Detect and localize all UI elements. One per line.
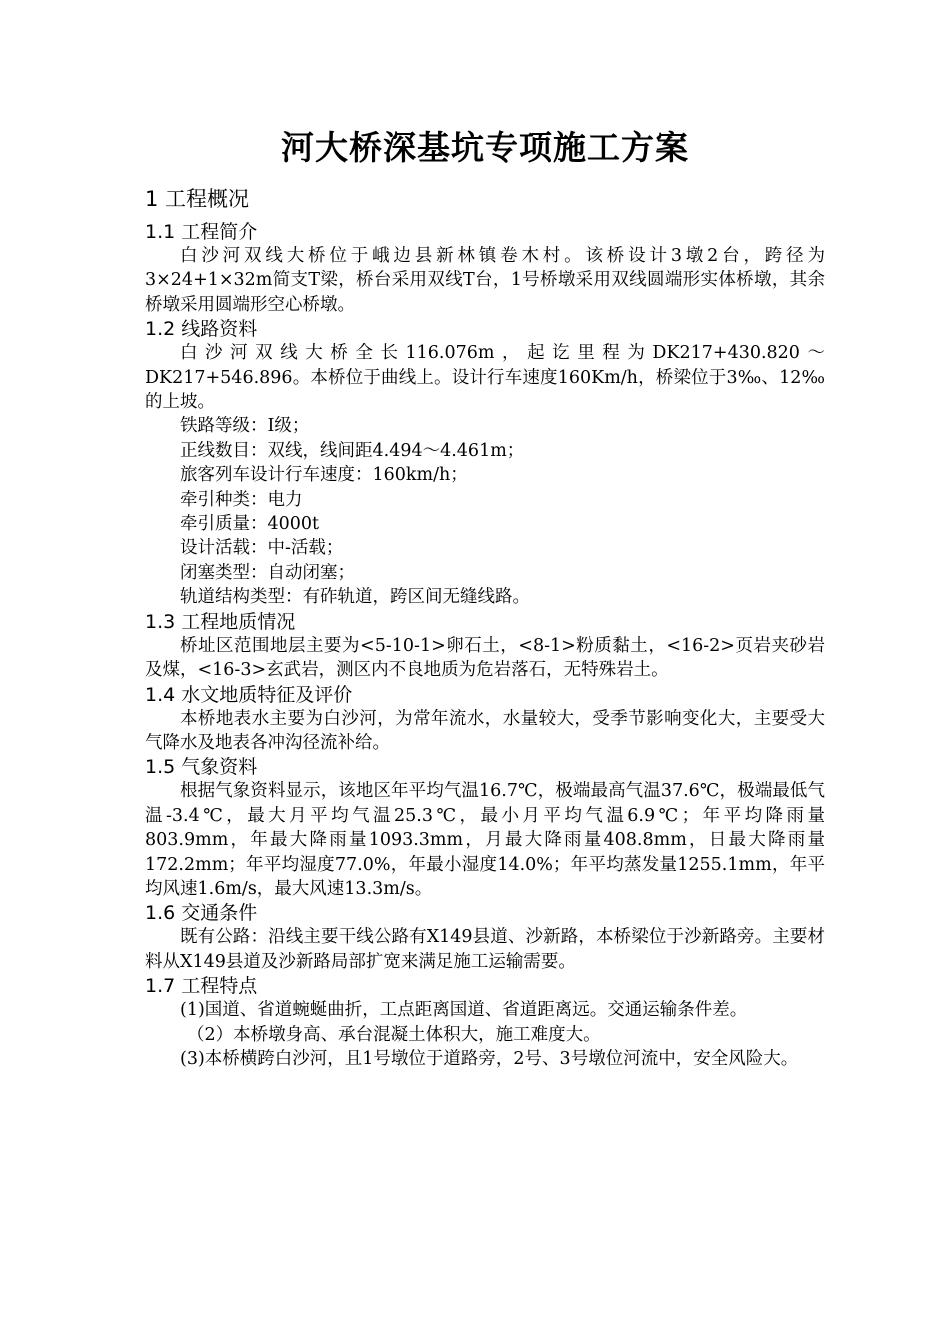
section-heading-1-4: 1.4 水文地质特征及评价 [145, 683, 353, 706]
section-heading-1-7: 1.7 工程特点 [145, 975, 258, 998]
paragraph: （2）本桥墩身高、承台混凝土体积大，施工难度大。 [187, 1024, 601, 1045]
list-item: 闭塞类型：自动闭塞； [180, 562, 355, 583]
list-item: 牵引种类：电力 [180, 489, 303, 510]
paragraph: 根据气象资料显示，该地区年平均气温16.7℃，极端最高气温37.6℃，极端最低气温-3.4℃，最大月平均气温25.3℃，最小月平均气温6.9℃；年平均降雨量803.9mm，年最大降雨量1093.3mm，月最大降雨量408.8mm，日最大降雨量172.2mm；年平均湿度77.0%，年最小湿度14.0%；年平均蒸发量1255.1mm，年平均风速1.6m/s，最大风速13.3m/s。 [145, 781, 825, 899]
document-page [145, 120, 825, 1071]
paragraph: 桥址区范围地层主要为<5-10-1>卵石土，<8-1>粉质黏土，<16-2>页岩夹砂岩及煤，<16-3>玄武岩，测区内不良地质为危岩落石，无特殊岩土。 [145, 635, 825, 681]
section-heading-1-5: 1.5 气象资料 [145, 756, 258, 779]
paragraph: (3)本桥横跨白沙河，且1号墩位于道路旁，2号、3号墩位河流中，安全风险大。 [180, 1048, 799, 1069]
section-heading-1: 1 工程概况 [145, 187, 250, 211]
paragraph: 本桥地表水主要为白沙河，为常年流水，水量较大，受季节影响变化大，主要受大气降水及地表各冲沟径流补给。 [145, 708, 825, 753]
paragraph: 既有公路：沿线主要干线公路有X149县道、沙新路，本桥梁位于沙新路旁。主要材料从X149县道及沙新路局部扩宽来满足施工运输需要。 [145, 927, 825, 972]
section-heading-1-6: 1.6 交通条件 [145, 902, 258, 925]
list-item: 铁路等级：Ⅰ级； [180, 416, 310, 437]
paragraph: (1)国道、省道蜿蜒曲折，工点距离国道、省道距离远。交通运输条件差。 [180, 1000, 748, 1021]
section-heading-1-1: 1.1 工程简介 [145, 221, 258, 243]
list-item: 牵引质量：4000t [180, 514, 320, 535]
document-title: 河大桥深基坑专项施工方案 [281, 128, 689, 167]
section-heading-1-2: 1.2 线路资料 [145, 318, 258, 341]
list-item: 旅客列车设计行车速度：160km/h； [180, 465, 468, 486]
paragraph: 白沙河双线大桥全长116.076m，起讫里程为DK217+430.820～DK217+546.896。本桥位于曲线上。设计行车速度160Km/h，桥梁位于3‰、12‰的上坡。 [145, 343, 825, 413]
section-heading-1-3: 1.3 工程地质情况 [145, 610, 296, 633]
list-item: 轨道结构类型：有砟轨道，跨区间无缝线路。 [180, 587, 530, 608]
list-item: 设计活载：中-活载； [180, 538, 344, 559]
paragraph: 白沙河双线大桥位于峨边县新林镇卷木村。该桥设计3墩2台，跨径为3×24+1×32m简支T梁，桥台采用双线T台，1号桥墩采用双线圆端形实体桥墩，其余桥墩采用圆端形空心桥墩。 [145, 246, 825, 315]
list-item: 正线数目：双线，线间距4.494～4.461m； [180, 440, 525, 461]
